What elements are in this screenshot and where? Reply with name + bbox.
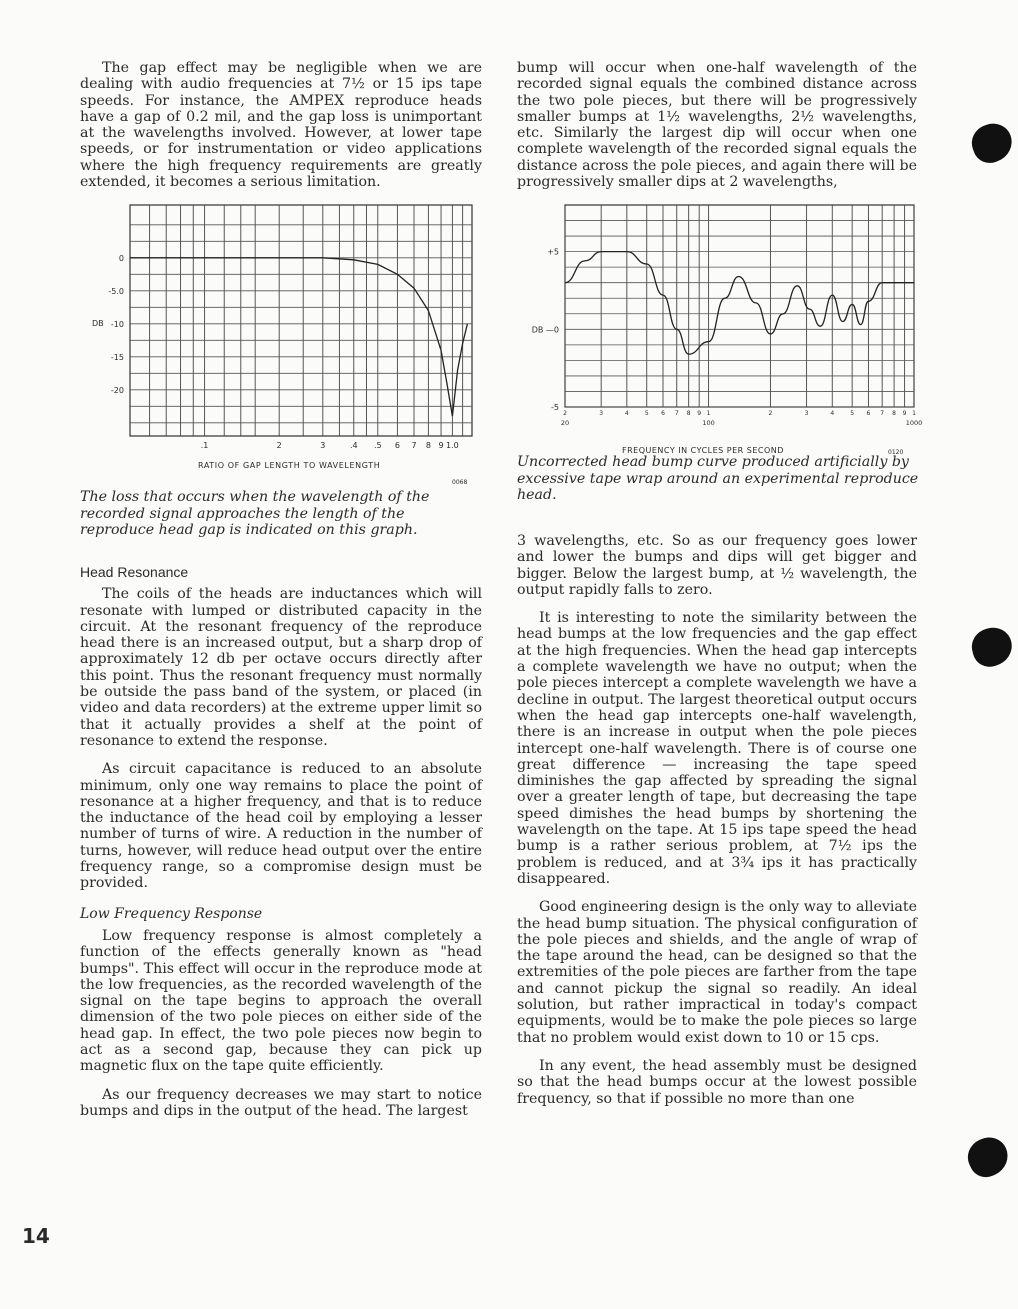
gap-loss-xtick-label: 6 (394, 441, 400, 450)
gap-loss-ytick-label: -20 (110, 385, 124, 395)
gap-loss-ytick-label: -10 (110, 319, 124, 329)
head-bump-xtick-label: 8 (892, 410, 897, 417)
right-paragraph-4: In any event, the head assembly must be designed so that the head bumps occur at the lowest possible frequency, so that if possible no more than one (517, 1057, 917, 1107)
gap-loss-xtick-label: 8 (425, 441, 431, 450)
gap-loss-figure-code: 0068 (452, 479, 468, 486)
head-bump-decade-label: 1000 (905, 419, 923, 427)
left-intro-block (80, 60, 482, 190)
right-top-block (517, 60, 917, 190)
right-paragraph-3: Good engineering design is the only way to alleviate the head bump situation. The physical configuration of the pole pieces and shields, and the angle of wrap of the tape around the head, can be designed so that the extremities of the pole pieces are farther from the tape and cannot pickup the signal so readily. An ideal solution, but rather impractical in today's compact equipments, would be to make the pole pieces so large that no problem would exist down to 10 or 15 cps. (517, 899, 917, 1046)
gap-loss-grid (130, 205, 472, 436)
gap-loss-xtick-label: 1.0 (446, 441, 459, 450)
head-bump-xlabel: FREQUENCY IN CYCLES PER SECOND (622, 446, 784, 455)
gap-loss-xtick-label: .5 (373, 441, 382, 450)
head-bump-xtick-label: 5 (644, 410, 649, 417)
head-bump-xtick-label: 9 (902, 410, 907, 417)
head-bump-xtick-label: 7 (674, 410, 679, 417)
head-bump-xtick-label: 4 (830, 410, 835, 417)
head-bump-xtick-label: 8 (686, 410, 691, 417)
gap-loss-xtick-label: .1 (200, 441, 209, 450)
gap-loss-ytick-label: 0 (118, 253, 124, 263)
gap-loss-xtick-label: 3 (320, 441, 326, 450)
right-lower-block (517, 533, 917, 1107)
head-bump-ytick-label: DB —0 (531, 325, 559, 335)
head-bump-xtick-label: 9 (697, 410, 702, 417)
gap-loss-xtick-label: .4 (349, 441, 358, 450)
head-bump-xtick-label: 2 (768, 410, 773, 417)
head-bump-figure-code: 0120 (888, 449, 904, 456)
right-paragraph-2: It is interesting to note the similarity between the head bumps at the low frequencies and the gap effect at the high frequencies. When the head gap intercepts a complete wavelength we have no output; when the pole pieces intercept a complete wavelength we have a decline in output. The largest theoretical output occurs when the head gap intercepts one-half wavelength, there is an increase in output when the pole pieces intercept one-half wavelength. There is of course one great difference — increasing the tape speed diminishes the gap affected by spreading the signal over a greater length of tape, but decreasing the tape speed dimishes the head bumps by shortening the wavelength on the tape. At 15 ips tape speed the head bump is a rather serious problem, at 7½ ips the problem is reduced, and at 3¾ ips it has practically disappeared. (517, 610, 917, 887)
binder-hole-bottom (962, 1131, 1014, 1182)
gap-loss-chart (60, 200, 490, 500)
low-frequency-paragraph-2: As our frequency decreases we may start to notice bumps and dips in the output of the head. The largest (80, 1086, 482, 1119)
binder-hole-middle (968, 623, 1016, 670)
gap-loss-xtick-label: 7 (411, 441, 417, 450)
binder-hole-top (967, 118, 1018, 167)
gap-loss-xtick-label: 9 (438, 441, 444, 450)
head-bump-xtick-label: 6 (661, 410, 665, 417)
gap-loss-frame (130, 205, 472, 436)
head-bump-ytick-label: -5 (551, 403, 559, 412)
head-bump-chart (510, 200, 930, 462)
right-paragraph-1: 3 wavelengths, etc. So as our frequency goes lower and lower the bumps and dips will get bigger and bigger. Below the largest bump, at ½ wavelength, the output rapidly falls to zero. (517, 533, 917, 598)
left-lower-block (80, 564, 482, 1119)
gap-loss-ylabel: DB (92, 319, 104, 328)
head-bump-xtick-label: 1 (912, 410, 916, 417)
head-bump-frame (565, 205, 914, 407)
head-bump-ytick-label: +5 (547, 247, 559, 257)
gap-loss-ytick-label: -5.0 (108, 286, 124, 296)
left-intro-paragraph: The gap effect may be negligible when we are dealing with audio frequencies at 7½ or 15 ips tape speeds. For instance, the AMPEX reproduce heads have a gap of 0.2 mil, and the gap loss is unimportant at the wavelengths involved. However, at lower tape speeds, or for instrumentation or video applications where the high frequency requirements are greatly extended, it becomes a serious limitation. (80, 60, 482, 191)
head-bump-xtick-label: 4 (624, 410, 629, 417)
heading-low-frequency-response: Low Frequency Response (80, 905, 263, 922)
gap-loss-ytick-label: -15 (110, 352, 124, 362)
head-bump-decade-label: 100 (702, 419, 715, 427)
resonance-paragraph-2: As circuit capacitance is reduced to an absolute minimum, only one way remains to place the point of resonance at a higher frequency, and that is to reduce the inductance of the head coil by employing a lesser number of turns of wire. A reduction in the number of turns, however, will reduce head output over the entire frequency range, so a compromise design must be provided. (80, 761, 482, 892)
gap-loss-xlabel: RATIO OF GAP LENGTH TO WAVELENGTH (198, 461, 381, 470)
head-bump-xtick-label: 5 (850, 410, 855, 417)
gap-loss-xtick-label: 2 (276, 441, 282, 450)
head-bump-caption: Uncorrected head bump curve produced artificially by excessive tape wrap around an experimental reproduce head. (517, 454, 919, 503)
head-bump-xtick-label: 3 (804, 410, 809, 417)
gap-loss-caption: The loss that occurs when the wavelength of the recorded signal approaches the length of the reproduce head gap is indicated on this graph. (80, 489, 430, 538)
head-bump-xtick-label: 1 (706, 410, 711, 417)
head-bump-xtick-label: 2 (563, 410, 567, 417)
head-bump-xtick-label: 6 (866, 410, 871, 417)
head-bump-xtick-label: 3 (599, 410, 604, 417)
heading-head-resonance: Head Resonance (80, 564, 189, 580)
head-bump-xtick-label: 7 (880, 410, 885, 417)
right-top-paragraph: bump will occur when one-half wavelength of the recorded signal equals the combined distance across the two pole pieces, but there will be progressively smaller bumps at 1½ wavelengths, 2½ wavelengths, etc. Similarly the largest dip will occur when one complete wavelength of the recorded signal equals the distance across the pole pieces, and again there will be progressively smaller dips at 2 wavelengths, (517, 60, 917, 191)
head-bump-decade-label: 20 (560, 419, 570, 427)
page-number: 14 (22, 1224, 50, 1248)
low-frequency-paragraph-1: Low frequency response is almost completely a function of the effects generally known as "head bumps". This effect will occur in the reproduce mode at the low frequencies, as the recorded wavelength of the signal on the tape begins to approach the overall dimension of the two pole pieces on either side of the head gap. In effect, the two pole pieces now begin to act as a second gap, because they can pick up magnetic flux on the tape quite efficiently. (80, 927, 482, 1075)
resonance-paragraph-1: The coils of the heads are inductances which will resonate with lumped or distributed capacity in the circuit. At the resonant frequency of the reproduce head there is an increased output, but a sharp drop of approximately 12 db per octave occurs directly after this point. Thus the resonant frequency must normally be outside the pass band of the system, or placed (in video and data recorders) at the extreme upper limit so that it actually provides a shelf at the point of resonance to extend the response. (80, 586, 482, 749)
